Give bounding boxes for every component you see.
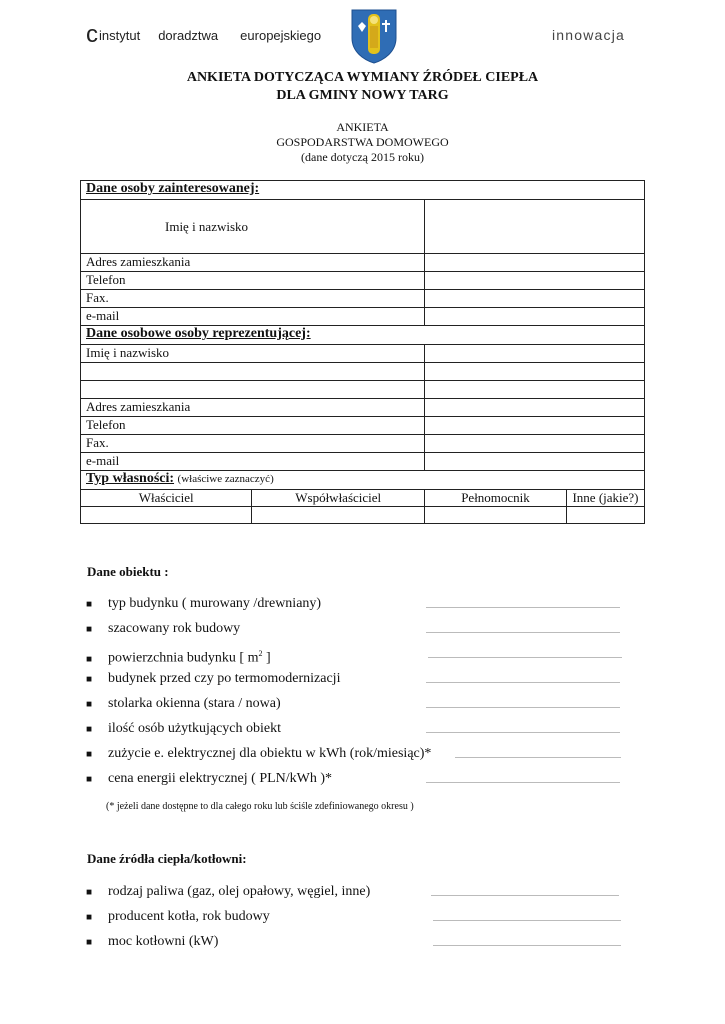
object-item-year: ■ szacowany rok budowy: [86, 621, 241, 636]
ownership-coowner: Współwłaściciel: [252, 490, 425, 507]
rep-name-label: Imię i nazwisko: [81, 345, 425, 363]
subtitle-line-2: GOSPODARSTWA DOMOWEGO: [276, 135, 449, 149]
ownership-note: (właściwe zaznaczyć): [177, 473, 274, 485]
rep-blank-field-1[interactable]: [425, 363, 645, 381]
heat-item-boiler: ■ producent kotła, rok budowy: [86, 909, 270, 924]
phone-label: Telefon: [81, 272, 425, 290]
object-item-occupants: ■ ilość osób użytkujących obiekt: [86, 721, 282, 736]
object-footnote: (* jeżeli dane dostępne to dla całego roku lub ściśle zdefiniowanego okresu ): [106, 801, 414, 812]
logo-innowacja: innowacja: [551, 27, 625, 43]
rep-name-field[interactable]: [425, 345, 645, 363]
rep-address-label: Adres zamieszkania: [81, 399, 425, 417]
name-field[interactable]: [425, 200, 645, 254]
email-field[interactable]: [425, 308, 645, 326]
ownership-proxy-check[interactable]: [425, 507, 567, 524]
ownership-coowner-check[interactable]: [252, 507, 425, 524]
logo-c-mark: c: [86, 21, 98, 48]
applicant-table: [80, 180, 645, 524]
fax-label: Fax.: [81, 290, 425, 308]
object-field-year[interactable]: [426, 632, 620, 633]
rep-blank-label-1: [81, 363, 425, 381]
logo-word-2: doradztwa: [158, 27, 219, 43]
object-field-electricity[interactable]: [455, 757, 621, 758]
name-label: Imię i nazwisko: [81, 200, 425, 254]
rep-phone-label: Telefon: [81, 417, 425, 435]
object-item-building-type: ■ typ budynku ( murowany /drewniany): [86, 596, 322, 611]
rep-phone-field[interactable]: [425, 417, 645, 435]
ownership-owner: Właściciel: [81, 490, 252, 507]
section-ownership: Typ własności: (właściwe zaznaczyć): [81, 471, 645, 490]
subtitle-line-1: ANKIETA: [336, 120, 389, 134]
rep-blank-field-2[interactable]: [425, 381, 645, 399]
rep-address-field[interactable]: [425, 399, 645, 417]
object-item-thermo: ■ budynek przed czy po termomodernizacji: [86, 671, 341, 686]
address-label: Adres zamieszkania: [81, 254, 425, 272]
object-item-electricity: ■ zużycie e. elektrycznej dla obiektu w kWh (rok/miesiąc)*: [86, 746, 432, 761]
object-item-windows: ■ stolarka okienna (stara / nowa): [86, 696, 281, 711]
object-field-area[interactable]: [428, 657, 622, 658]
subtitle-line-3: (dane dotyczą 2015 roku): [301, 150, 424, 164]
rep-email-label: e-mail: [81, 453, 425, 471]
ownership-other-field[interactable]: [567, 507, 645, 524]
heat-field-fuel[interactable]: [431, 895, 619, 896]
object-heading: Dane obiektu :: [87, 564, 169, 579]
logo-word-3: europejskiego: [240, 27, 322, 43]
rep-email-field[interactable]: [425, 453, 645, 471]
phone-field[interactable]: [425, 272, 645, 290]
object-item-area: ■ powierzchnia budynku [ $m^2$ ]: [86, 649, 271, 666]
title-line-1: ANKIETA DOTYCZĄCA WYMIANY ŹRÓDEŁ CIEPŁA: [186, 70, 539, 85]
logo-word-1: instytut: [99, 27, 141, 43]
fax-field[interactable]: [425, 290, 645, 308]
rep-blank-label-2: [81, 381, 425, 399]
object-field-thermo[interactable]: [426, 682, 620, 683]
address-field[interactable]: [425, 254, 645, 272]
object-item-price: ■ cena energii elektrycznej ( PLN/kWh )*: [86, 771, 333, 786]
title-line-2: DLA GMINY NOWY TARG: [276, 88, 449, 103]
email-label: e-mail: [81, 308, 425, 326]
ownership-proxy: Pełnomocnik: [425, 490, 567, 507]
section-applicant: Dane osoby zainteresowanej:: [81, 181, 645, 200]
heat-item-fuel: ■ rodzaj paliwa (gaz, olej opałowy, węgiel, inne): [86, 884, 371, 899]
rep-fax-label: Fax.: [81, 435, 425, 453]
heat-item-power: ■ moc kotłowni (kW): [86, 934, 219, 949]
heat-field-power[interactable]: [433, 945, 621, 946]
rep-fax-field[interactable]: [425, 435, 645, 453]
section-representative: Dane osobowe osoby reprezentującej:: [81, 326, 645, 345]
crest-icon: [348, 8, 400, 64]
object-field-windows[interactable]: [426, 707, 620, 708]
object-field-building-type[interactable]: [426, 607, 620, 608]
heat-field-boiler[interactable]: [433, 920, 621, 921]
ownership-other: Inne (jakie?): [567, 490, 645, 507]
heat-heading: Dane źródła ciepła/kotłowni:: [87, 851, 247, 866]
ownership-owner-check[interactable]: [81, 507, 252, 524]
object-field-price[interactable]: [426, 782, 620, 783]
logo-instytut: [86, 23, 321, 47]
object-field-occupants[interactable]: [426, 732, 620, 733]
